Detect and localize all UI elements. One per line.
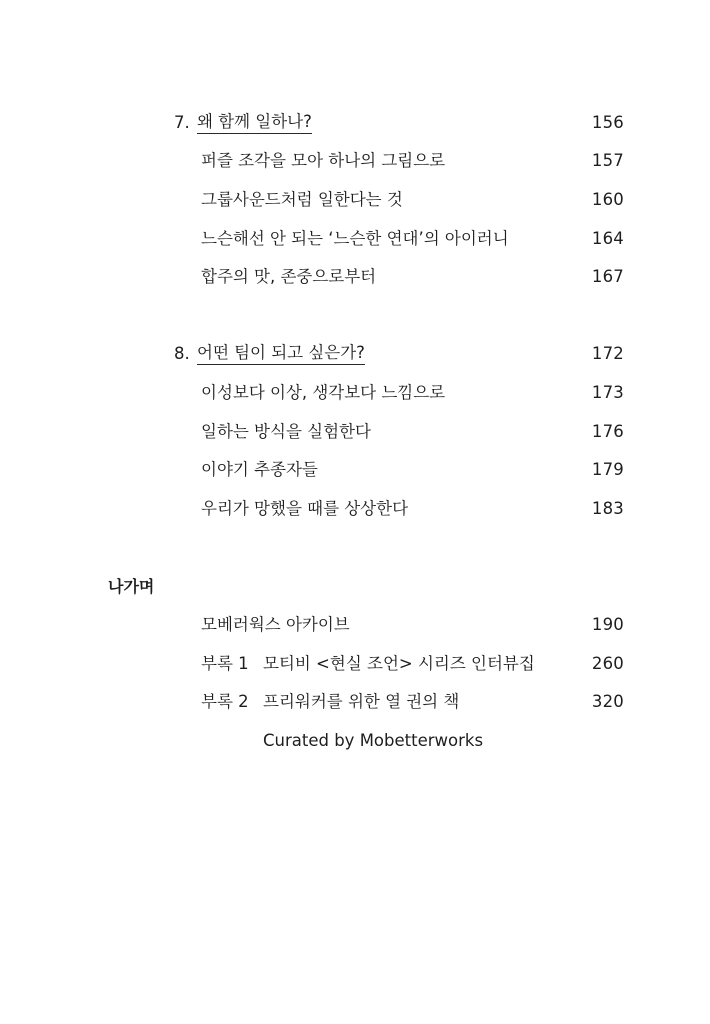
section-title: 모티비 <현실 조언> 시리즈 인터뷰집 — [263, 654, 535, 673]
page-number: 183 — [591, 499, 624, 518]
page-number: 167 — [591, 267, 624, 286]
page-number: 179 — [591, 460, 624, 479]
appendix-label: 부록 1 — [201, 654, 249, 673]
toc-entry[interactable] — [0, 458, 710, 482]
section-title: 모베러웍스 아카이브 — [201, 615, 350, 634]
toc-entry[interactable] — [0, 381, 710, 405]
page-number: 260 — [591, 654, 624, 673]
page-number: 173 — [591, 383, 624, 402]
appendix-label: 부록 2 — [201, 692, 249, 711]
toc-entry[interactable] — [0, 613, 710, 637]
section-title: 우리가 망했을 때를 상상한다 — [201, 499, 409, 518]
page-number: 176 — [591, 422, 624, 441]
chapter-8-row[interactable] — [0, 342, 710, 366]
page-number: 160 — [591, 190, 624, 209]
toc-entry[interactable] — [0, 265, 710, 289]
toc-entry[interactable] — [0, 227, 710, 251]
section-title: 이성보다 이상, 생각보다 느낌으로 — [201, 383, 446, 402]
section-heading: 나가며 — [108, 577, 155, 596]
section-title: 이야기 추종자들 — [201, 460, 318, 479]
page-number: 156 — [591, 113, 624, 132]
toc-entry-appendix[interactable] — [0, 652, 710, 676]
toc-entry[interactable] — [0, 188, 710, 212]
closing-heading-row — [0, 575, 710, 599]
section-title: 느슨해선 안 되는 ‘느슨한 연대’의 아이러니 — [201, 229, 509, 248]
chapter-title[interactable]: 어떤 팀이 되고 싶은가? — [197, 342, 365, 365]
curated-by-credit: Curated by Mobetterworks — [263, 731, 484, 750]
page-number: 157 — [591, 151, 624, 170]
page-number: 164 — [591, 229, 624, 248]
page-number: 320 — [591, 692, 624, 711]
section-title: 퍼즐 조각을 모아 하나의 그림으로 — [201, 151, 446, 170]
chapter-title[interactable]: 왜 함께 일하나? — [197, 111, 312, 134]
section-title: 그룹사운드처럼 일한다는 것 — [201, 190, 403, 209]
chapter-number: 8. — [174, 344, 190, 363]
chapter-7-row[interactable] — [0, 111, 710, 135]
section-title: 일하는 방식을 실험한다 — [201, 422, 371, 441]
chapter-number: 7. — [174, 113, 190, 132]
toc-entry[interactable] — [0, 420, 710, 444]
toc-entry[interactable] — [0, 149, 710, 173]
section-title: 프리워커를 위한 열 권의 책 — [263, 692, 460, 711]
section-title: 합주의 맛, 존중으로부터 — [201, 267, 377, 286]
toc-entry[interactable] — [0, 497, 710, 521]
page-number: 190 — [591, 615, 624, 634]
page-number: 172 — [591, 344, 624, 363]
toc-entry-appendix[interactable] — [0, 690, 710, 714]
